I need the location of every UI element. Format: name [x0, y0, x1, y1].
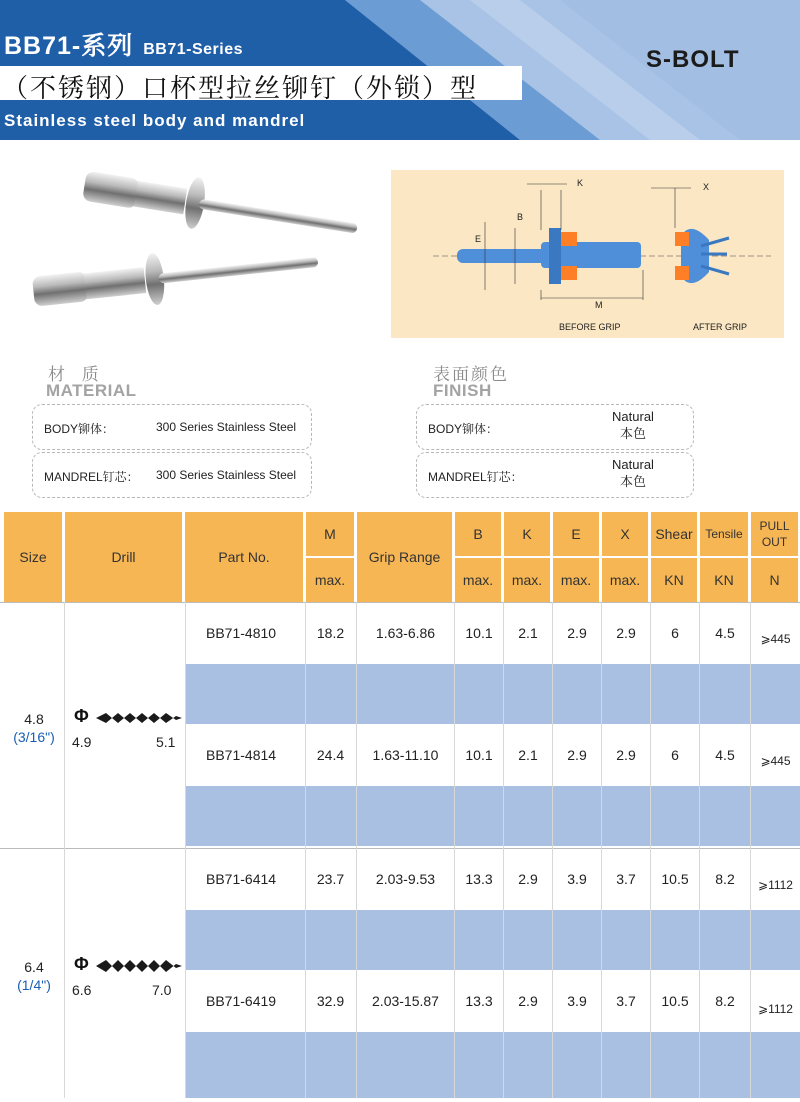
tensile-value: 8.2: [715, 993, 735, 1009]
header-part-no: Part No.: [185, 512, 303, 602]
table-rule: [601, 602, 602, 1098]
material-body-label: BODY铆体：: [44, 422, 115, 436]
drill-min: 4.9: [72, 734, 92, 750]
table-rule: [305, 602, 306, 1098]
header-x: X: [602, 512, 648, 556]
header-drill: Drill: [65, 512, 182, 602]
table-rule: [0, 602, 800, 603]
dim-k-label: K: [577, 178, 584, 188]
size-value: [4, 958, 64, 994]
table-rule: [650, 602, 651, 1098]
tensile-value: 8.2: [715, 871, 735, 887]
series-title: BB71-系列 BB71-Series: [4, 32, 244, 60]
grip-range: 2.03-15.87: [372, 993, 439, 1009]
finish-body-value-en: Natural: [612, 409, 654, 424]
tensile-value: 4.5: [715, 625, 735, 641]
table-band: [186, 1032, 800, 1098]
finish-mandrel-value-en: Natural: [612, 457, 654, 472]
finish-body-value-cn: 本色: [619, 426, 646, 441]
material-body-value: 300 Series Stainless Steel: [156, 420, 297, 434]
diameter-symbol: Φ: [74, 954, 89, 974]
header-b: B: [455, 512, 501, 556]
finish-body-value: [598, 408, 668, 442]
table-rule: [0, 848, 800, 849]
table-rule: [356, 602, 357, 1098]
header-e-sub: max.: [553, 558, 599, 602]
k-value: 2.1: [518, 625, 538, 641]
diameter-symbol: Φ: [74, 706, 89, 726]
product-title-cn: （不锈钢）口杯型拉丝铆钉（外锁）型: [2, 74, 479, 104]
m-value: 24.4: [316, 747, 345, 763]
material-mandrel-label: MANDREL钉芯：: [44, 470, 139, 484]
shear-value: 6: [671, 625, 679, 641]
x-value: 3.7: [616, 871, 636, 887]
size-mm: 6.4: [24, 959, 44, 975]
after-grip-label: AFTER GRIP: [693, 322, 748, 332]
shear-value: 10.5: [661, 871, 689, 887]
page-header: [0, 0, 800, 140]
header-m: M: [306, 512, 354, 556]
brand-name: S-BOLT: [646, 46, 740, 73]
finish-body-label: BODY铆体：: [428, 422, 499, 436]
x-value: 3.7: [616, 993, 636, 1009]
shear-value: 6: [671, 747, 679, 763]
part-number: BB71-6419: [206, 993, 277, 1009]
b-value: 10.1: [465, 625, 493, 641]
table-band: [186, 664, 800, 724]
pullout-value: ⩾445: [760, 632, 791, 646]
size-mm: 4.8: [24, 711, 44, 727]
m-value: 23.7: [316, 871, 345, 887]
grip-range: 2.03-9.53: [375, 871, 436, 887]
size-inch: (3/16"): [13, 729, 55, 745]
header-k: K: [504, 512, 550, 556]
b-value: 13.3: [465, 871, 493, 887]
rivet-section-drawing: [391, 170, 784, 338]
drill-max: 5.1: [156, 734, 176, 750]
dim-m-label: M: [595, 300, 603, 310]
rivet-product-photo: [14, 170, 374, 320]
table-rule: [64, 602, 65, 1098]
x-value: 2.9: [616, 747, 636, 763]
size-value: [4, 710, 64, 746]
e-value: 3.9: [567, 993, 587, 1009]
tensile-value: 4.5: [715, 747, 735, 763]
header-x-sub: max.: [602, 558, 648, 602]
drill-min: 6.6: [72, 982, 92, 998]
table-rule: [503, 602, 504, 1098]
dim-b-label: B: [517, 212, 524, 222]
finish-title-cn: 表面颜色: [433, 365, 509, 384]
finish-title-en: FINISH: [433, 381, 492, 400]
table-rule: [454, 602, 455, 1098]
part-number: BB71-4814: [206, 747, 277, 763]
grip-diagram: [391, 170, 784, 338]
part-number: BB71-6414: [206, 871, 277, 887]
drill-bit-icon: [96, 956, 182, 976]
b-value: 10.1: [465, 747, 493, 763]
drill-max: 7.0: [152, 982, 172, 998]
header-m-sub: max.: [306, 558, 354, 602]
finish-mandrel-value-cn: 本色: [619, 474, 646, 489]
header-b-sub: max.: [455, 558, 501, 602]
dim-x-label: X: [703, 182, 710, 192]
table-rule: [185, 602, 186, 1098]
grip-range: 1.63-11.10: [372, 747, 439, 763]
header-shear-sub: KN: [651, 558, 697, 602]
header-pullout-sub: N: [751, 558, 798, 602]
m-value: 32.9: [316, 993, 345, 1009]
e-value: 3.9: [567, 871, 587, 887]
table-rule: [699, 602, 700, 1098]
e-value: 2.9: [567, 747, 587, 763]
k-value: 2.1: [518, 747, 538, 763]
rivet-upper: [80, 170, 361, 254]
header-shear: Shear: [651, 512, 697, 556]
table-band: [186, 910, 800, 970]
k-value: 2.9: [518, 871, 538, 887]
header-tensile: Tensile: [700, 512, 748, 556]
pullout-value: ⩾445: [760, 754, 791, 768]
pullout-value: ⩾1112: [758, 1002, 793, 1016]
table-rule: [552, 602, 553, 1098]
material-title-cn: 材 质: [48, 365, 105, 384]
finish-mandrel-value: [598, 456, 668, 490]
header-k-sub: max.: [504, 558, 550, 602]
header-grip-range: Grip Range: [357, 512, 452, 602]
material-mandrel-value: 300 Series Stainless Steel: [156, 468, 297, 482]
size-inch: (1/4"): [17, 977, 51, 993]
part-number: BB71-4810: [206, 625, 277, 641]
shear-value: 10.5: [661, 993, 689, 1009]
pullout-value: ⩾1112: [758, 878, 793, 892]
product-title-en: Stainless steel body and mandrel: [4, 111, 306, 130]
e-value: 2.9: [567, 625, 587, 641]
finish-mandrel-label: MANDREL钉芯：: [428, 470, 523, 484]
before-grip-label: BEFORE GRIP: [559, 322, 621, 332]
b-value: 13.3: [465, 993, 493, 1009]
header-pullout: PULL OUT: [751, 512, 798, 556]
header-size: Size: [4, 512, 62, 602]
header-e: E: [553, 512, 599, 556]
drill-bit-icon: [96, 710, 182, 726]
material-title-en: MATERIAL: [46, 381, 137, 400]
k-value: 2.9: [518, 993, 538, 1009]
rivet-lower: [31, 236, 321, 318]
x-value: 2.9: [616, 625, 636, 641]
header-tensile-sub: KN: [700, 558, 748, 602]
dim-e-label: E: [475, 234, 482, 244]
table-band: [186, 786, 800, 846]
grip-range: 1.63-6.86: [375, 625, 436, 641]
m-value: 18.2: [316, 625, 345, 641]
